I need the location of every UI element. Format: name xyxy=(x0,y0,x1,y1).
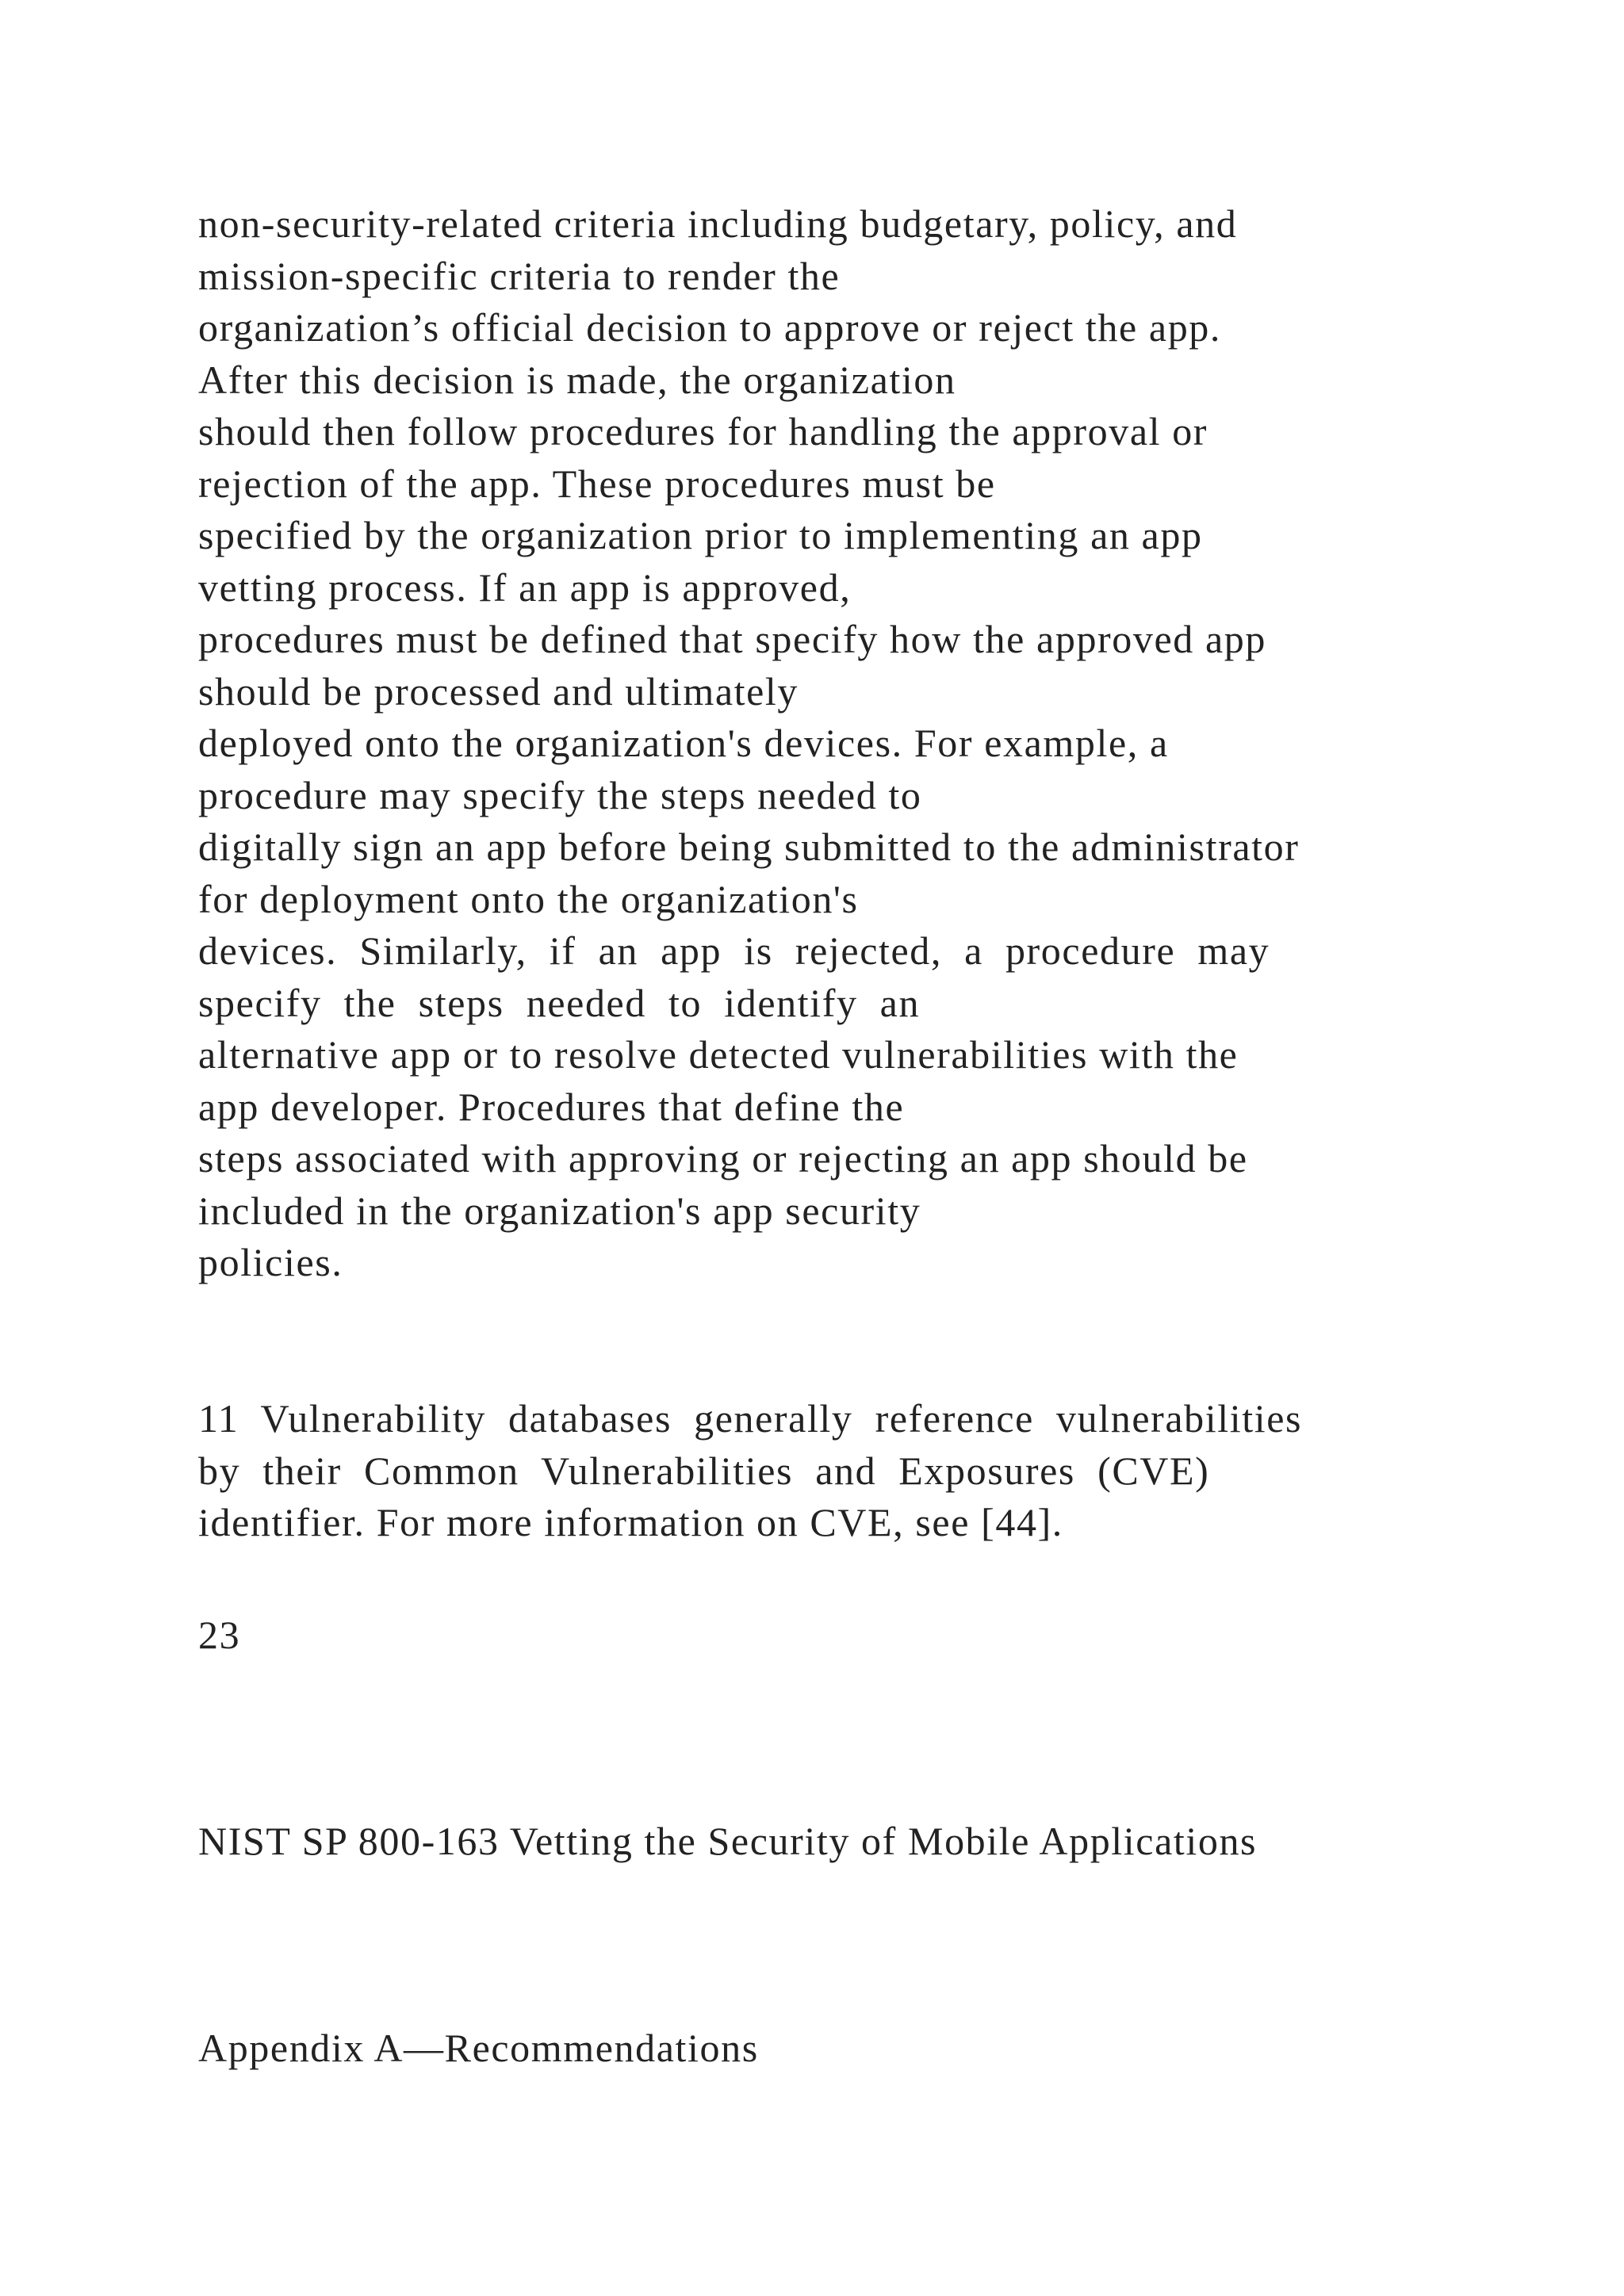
paragraph-line: specify the steps needed to identify an xyxy=(198,981,921,1025)
paragraph-line: steps associated with approving or rejecting an app should be xyxy=(198,1136,1248,1181)
paragraph-line: app developer. Procedures that define the xyxy=(198,1085,905,1129)
page-number: 23 xyxy=(198,1613,241,1657)
paragraph-line: procedures must be defined that specify how the approved app xyxy=(198,617,1266,661)
paragraph-line: organization’s official decision to approve or reject the app. xyxy=(198,305,1221,350)
paragraph-line: deployed onto the organization's devices. For example, a xyxy=(198,721,1169,765)
paragraph-line: non-security-related criteria including budgetary, policy, and xyxy=(198,201,1238,246)
paragraph-line: procedure may specify the steps needed to xyxy=(198,773,922,817)
section-heading: Appendix A—Recommendations xyxy=(198,2026,759,2070)
paragraph-line: mission-specific criteria to render the xyxy=(198,254,841,298)
paragraph-line: policies. xyxy=(198,1240,343,1284)
paragraph-line: vetting process. If an app is approved, xyxy=(198,565,852,610)
paragraph-line: included in the organization's app security xyxy=(198,1188,921,1233)
paragraph-line: rejection of the app. These procedures must be xyxy=(198,461,996,506)
footnote-line: identifier. For more information on CVE, see [44]. xyxy=(198,1500,1063,1544)
paragraph-line: alternative app or to resolve detected vulnerabilities with the xyxy=(198,1032,1239,1077)
footnote-line: 11 Vulnerability databases generally reference vulnerabilities xyxy=(198,1396,1303,1441)
paragraph-line: should then follow procedures for handling the approval or xyxy=(198,409,1208,453)
paragraph-line: digitally sign an app before being submitted to the administrator xyxy=(198,825,1300,869)
footnote-line: by their Common Vulnerabilities and Exposures (CVE) xyxy=(198,1448,1210,1493)
paragraph-line: should be processed and ultimately xyxy=(198,669,799,714)
paragraph-line: specified by the organization prior to implementing an app xyxy=(198,513,1203,557)
paragraph-line: devices. Similarly, if an app is rejected, a procedure may xyxy=(198,928,1270,973)
paragraph-line: After this decision is made, the organization xyxy=(198,358,956,402)
running-header: NIST SP 800-163 Vetting the Security of Mobile Applications xyxy=(198,1819,1258,1863)
paragraph-line: for deployment onto the organization's xyxy=(198,877,859,921)
